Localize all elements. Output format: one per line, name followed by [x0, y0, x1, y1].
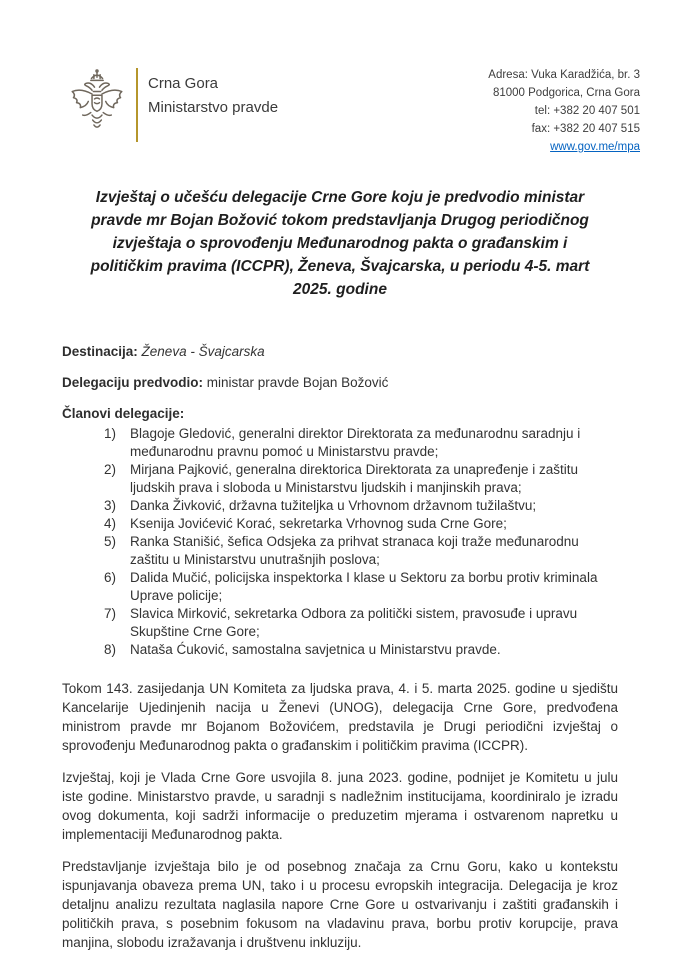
letterhead — [0, 0, 679, 156]
list-item: Mirjana Pajković, generalna direktorica Direktorata za unapređenje i zaštitu ljudskih prava i sloboda u Ministarstvu ljudskih i manjinskih prava; — [130, 462, 578, 495]
paragraph: Tokom 143. zasijedanja UN Komiteta za ljudska prava, 4. i 5. marta 2025. godine u sjedištu Kancelarije Ujedinjenih nacija u Ženevi (UNOG), delegacija Crne Gore, predvođena ministrom pravde mr Bojanom Božovićem, predstavila je Drugi periodični izvještaj o sprovođenju Međunarodnog pakta o građanskim i političkim pravima (ICCPR). — [62, 681, 618, 753]
contact-address-line2: 81000 Podgorica, Crna Gora — [492, 87, 640, 99]
org-country: Crna Gora — [148, 75, 219, 92]
list-item: Ksenija Jovićević Korać, sekretarka Vrhovnog suda Crne Gore; — [130, 516, 507, 531]
paragraph: Izvještaj, koji je Vlada Crne Gore usvojila 8. juna 2023. godine, podnijet je Komitetu u julu iste godine. Ministarstvo pravde, u saradnji s nadležnim institucijama, koordiniralo je izradu ovog dokumenta, koji sadrži informacije o preduzetim mjerama i ostvarenom napretku u implementaciji Međunarodnog pakta. — [62, 770, 618, 842]
delegation-members-list — [62, 425, 618, 659]
members-heading-row — [62, 405, 618, 423]
destination-value: Ženeva - Švajcarska — [141, 344, 265, 359]
gold-divider — [136, 68, 138, 142]
list-item: Blagoje Gledović, generalni direktor Direktorata za međunarodnu saradnju i međunarodnu pravnu pomoć u Ministarstvu pravde; — [130, 426, 581, 459]
report-paragraphs — [62, 679, 618, 952]
website-link[interactable]: www.gov.me/mpa — [550, 141, 640, 153]
list-item: Danka Živković, državna tužiteljka u Vrhovnom državnom tužilaštvu; — [130, 498, 537, 513]
delegation-head-label: Delegaciju predvodio: — [62, 375, 204, 390]
paragraph: Predstavljanje izvještaja bilo je od posebnog značaja za Crnu Goru, kako u kontekstu ispunjavanja obaveza prema UN, tako i u procesu evropskih integracija. Delegacija je kroz detaljnu analizu rezultata naglasila napore Crne Gore u ostvarivanju i zaštiti građanskih i političkih prava, s posebnim fokusom na vladavinu prava, borbu protiv korupcije, prava manjina, slobodu izražavanja i društvenu inkluziju. — [62, 859, 618, 950]
contact-tel: tel: +382 20 407 501 — [534, 105, 640, 117]
document-title: Izvještaj o učešću delegacije Crne Gore koju je predvodio ministar pravde mr Bojan Božović tokom predstavljanja Drugog periodičnog izvještaja o sprovođenju Međunarodnog pakta o građanskim i političkim pravima (ICCPR), Ženeva, Švajcarska, u periodu 4-5. mart 2025. godine — [90, 189, 590, 298]
contact-block — [488, 64, 640, 156]
trip-meta — [62, 343, 618, 659]
destination-row — [62, 343, 618, 361]
list-item: Nataša Ćuković, samostalna savjetnica u Ministarstvu pravde. — [130, 642, 501, 657]
list-item: Slavica Mirković, sekretarka Odbora za politički sistem, pravosuđe i upravu Skupštine Crne Gore; — [130, 606, 578, 639]
montenegro-coat-of-arms-icon — [66, 64, 128, 150]
org-ministry: Ministarstvo pravde — [148, 99, 279, 116]
delegation-head-row — [62, 374, 618, 392]
ministry-brand — [66, 64, 278, 150]
contact-address-line1: Adresa: Vuka Karadžića, br. 3 — [488, 69, 640, 81]
delegation-head-value: ministar pravde Bojan Božović — [206, 375, 389, 390]
list-item: Dalida Mučić, policijska inspektorka I klase u Sektoru za borbu protiv kriminala Uprave policije; — [130, 570, 598, 603]
brand-names — [148, 64, 278, 120]
destination-label: Destinacija: — [62, 344, 138, 359]
members-heading: Članovi delegacije: — [62, 406, 185, 421]
list-item: Ranka Stanišić, šefica Odsjeka za prihvat stranaca koji traže međunarodnu zaštitu u Ministarstvu unutrašnjih poslova; — [130, 534, 579, 567]
contact-fax: fax: +382 20 407 515 — [531, 123, 640, 135]
document-body — [0, 186, 679, 952]
